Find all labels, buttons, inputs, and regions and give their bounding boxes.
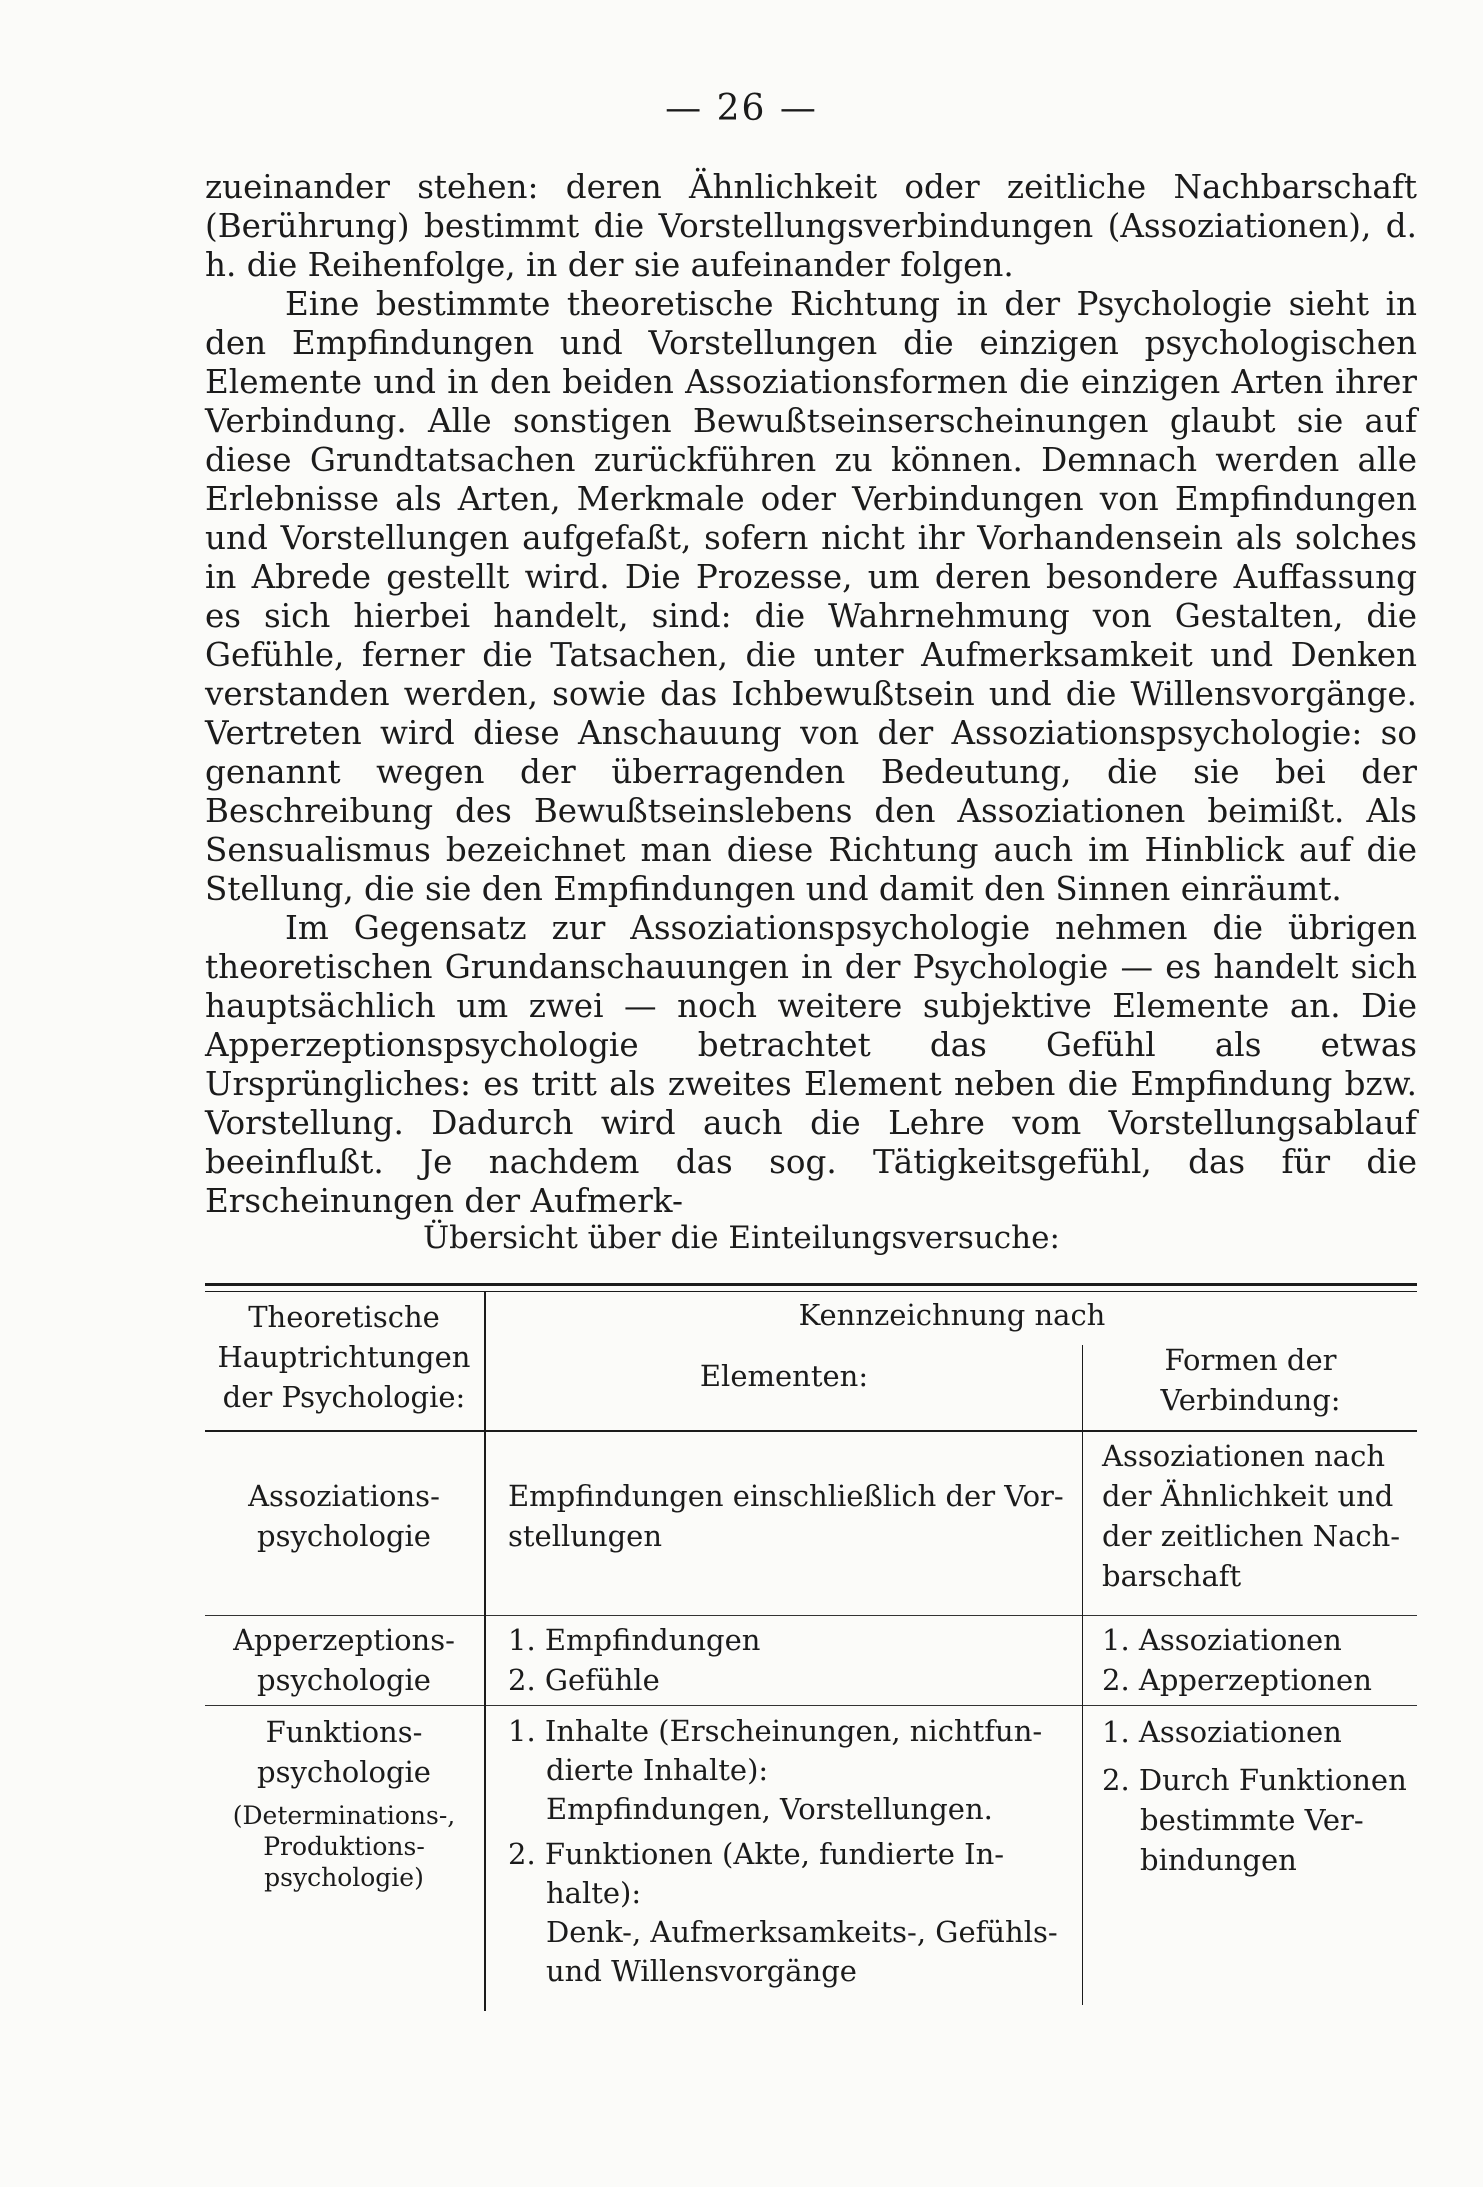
- table-header-rule: [205, 1430, 1417, 1432]
- table-column-divider: [1082, 1345, 1083, 2005]
- table-row-elements: 1. Inhalte (Erscheinungen, nichtfun- dierte Inhalte): Empfindungen, Vorstellungen. 2. Funktionen (Akte, fundierte In- halte): Denk-, Aufmerksamkeits-, Gefühls- und Willensvorgänge: [508, 1714, 1058, 1988]
- table-row-name-note: (Determinations-, Produktions- psychologie): [232, 1801, 456, 1892]
- table-row-divider: [205, 1615, 1417, 1616]
- header-theoretical-directions: Theoretische Hauptrichtungen der Psychologie:: [217, 1300, 471, 1414]
- header-group-label: Kennzeichnung nach: [798, 1298, 1106, 1332]
- paragraph: Im Gegensatz zur Assoziationspsychologie nehmen die übrigen theoretischen Grundanschauungen in der Psychologie — es handelt sich hauptsächlich um zwei — noch weitere subjektive Elemente an. Die Apperzeptionspsychologie betrachtet das Gefühl als etwas Ursprüngliches: es tritt als zweites Element neben die Empfindung bzw. Vorstellung. Dadurch wird auch die Lehre vom Vorstellungsablauf beeinflußt. Je nachdem das sog. Tätigkeitsgefühl, das für die Erscheinungen der Aufmerk-: [205, 909, 1417, 1220]
- table-row-name: Apperzeptions- psychologie: [233, 1623, 455, 1697]
- page-number: — 26 —: [665, 88, 818, 129]
- table-row-name: Funktions- psychologie (Determinations-, Produktions- psychologie): [205, 1712, 483, 1893]
- table-column-divider: [484, 1291, 486, 2011]
- paragraph: Eine bestimmte theoretische Richtung in der Psychologie sieht in den Empfindungen und Vorstellungen die einzigen psychologischen Elemente und in den beiden Assoziationsformen die einzigen Arten ihrer Verbindung. Alle sonstigen Bewußtseinserscheinungen glaubt sie auf diese Grundtatsachen zurückführen zu können. Demnach werden alle Erlebnisse als Arten, Merkmale oder Verbindungen von Empfindungen und Vorstellungen aufgefaßt, sofern nicht ihr Vorhandensein als solches in Abrede gestellt wird. Die Prozesse, um deren besondere Auffassung es sich hierbei handelt, sind: die Wahrnehmung von Gestalten, die Gefühle, ferner die Tatsachen, die unter Aufmerksamkeit und Denken verstanden werden, sowie das Ichbewußtsein und die Willensvorgänge. Vertreten wird diese Anschauung von der Assoziationspsychologie: so genannt wegen der überragenden Bedeutung, die sie bei der Beschreibung des Bewußtseinslebens den Assoziationen beimißt. Als Sensualismus bezeichnet man diese Richtung auch im Hinblick auf die Stellung, die sie den Empfindungen und damit den Sinnen einräumt.: [205, 285, 1417, 908]
- body-text: [205, 168, 1417, 1221]
- table-row-divider: [205, 1705, 1417, 1706]
- table-row-name: Assoziations- psychologie: [248, 1479, 440, 1553]
- header-elements: Elementen:: [699, 1359, 869, 1393]
- table-top-rule-thin: [205, 1291, 1417, 1292]
- paragraph: zueinander stehen: deren Ähnlichkeit oder zeitliche Nachbarschaft (Berührung) bestimmt die Vorstellungsverbindungen (Assoziationen), d. h. die Reihenfolge, in der sie aufeinander folgen.: [205, 168, 1417, 284]
- table-row-forms: Assoziationen nach der Ähnlichkeit und der zeitlichen Nach- barschaft: [1102, 1439, 1401, 1593]
- table-top-rule: [205, 1283, 1417, 1286]
- table-row-forms: 1. Assoziationen 2. Apperzeptionen: [1102, 1623, 1372, 1697]
- table-caption: Übersicht über die Einteilungsversuche:: [423, 1220, 1060, 1256]
- table-row-elements: Empfindungen einschließlich der Vor- stellungen: [508, 1479, 1064, 1553]
- header-forms: Formen der Verbindung:: [1160, 1343, 1341, 1417]
- table-row-forms: 1. Assoziationen 2. Durch Funktionen bestimmte Ver- bindungen: [1102, 1715, 1407, 1877]
- table-row-elements: 1. Empfindungen 2. Gefühle: [508, 1623, 761, 1697]
